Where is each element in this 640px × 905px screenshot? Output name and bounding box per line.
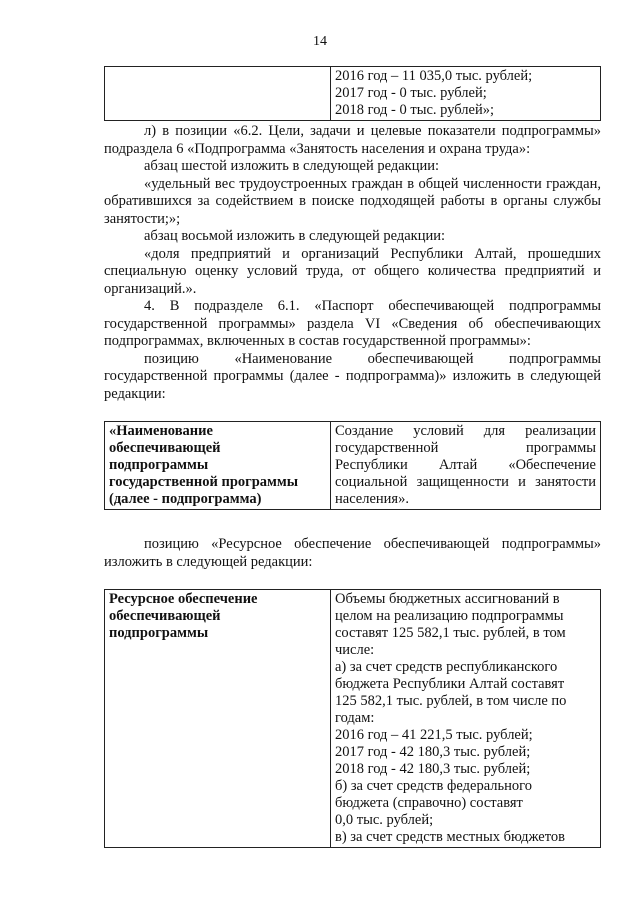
top-table: [104, 66, 601, 121]
top-table-right-cell: [331, 67, 601, 121]
resources-table-right-line: годам:: [335, 710, 375, 726]
name-table-left-cell: [105, 422, 331, 510]
name-table-right-line: Республики Алтай «Обеспечение: [335, 457, 596, 473]
page-number: 14: [313, 34, 327, 49]
name-table-right-line: Создание условий для реализации: [335, 423, 596, 439]
name-table-left-line: государственной программы: [109, 474, 299, 490]
resources-table-right-line: бюджета (справочно) составят: [335, 795, 523, 811]
resources-table-right-line: Объемы бюджетных ассигнований в: [335, 591, 560, 607]
resources-table-left-line: обеспечивающей: [109, 608, 221, 624]
resources-table-right-line: числе:: [335, 642, 375, 658]
name-table-left-line: подпрограммы: [109, 457, 209, 473]
name-table-right-line: государственной программы: [335, 440, 596, 456]
resources-table-right-line: 2017 год - 42 180,3 тыс. рублей;: [335, 744, 531, 760]
resources-table-right-cell: [331, 590, 601, 848]
resources-table-right-line: 0,0 тыс. рублей;: [335, 812, 434, 828]
name-table-right-line: населения».: [335, 491, 409, 507]
name-table-left-line: «Наименование: [109, 423, 213, 439]
paragraph-section4: 4. В подразделе 6.1. «Паспорт обеспечивающей подпрограммы государственной программы» раздела VI «Сведения об обеспечивающих подпрограммах, включенных в состав государственной программы»:: [104, 298, 601, 349]
paragraph-para8: абзац восьмой изложить в следующей редакции:: [144, 228, 446, 244]
resources-table-left-line: подпрограммы: [109, 625, 209, 641]
name-table: [104, 421, 601, 510]
top-table-left-cell: [105, 67, 331, 121]
table-row: [105, 422, 601, 510]
resources-table-right-line: бюджета Республики Алтай составят: [335, 676, 565, 692]
top-table-line: 2018 год - 0 тыс. рублей»;: [335, 102, 494, 118]
paragraph-quote2: «доля предприятий и организаций Республики Алтай, прошедших специальную оценку условий труда, от общего количества предприятий и организаций.».: [104, 245, 601, 297]
name-table-left-line: (далее - подпрограмма): [109, 491, 262, 507]
name-table-left-line: обеспечивающей: [109, 440, 221, 456]
paragraph-position-resources: позицию «Ресурсное обеспечение обеспечивающей подпрограммы» изложить в следующей редакции:: [104, 536, 601, 570]
paragraph-position-name: позицию «Наименование обеспечивающей подпрограммы государственной программы (далее - подпрограмма)» изложить в следующей редакции:: [104, 350, 601, 402]
resources-table-right-line: составят 125 582,1 тыс. рублей, в том: [335, 625, 566, 641]
resources-table-left-cell: [105, 590, 331, 848]
resources-table-right-line: в) за счет средств местных бюджетов: [335, 829, 565, 845]
top-table-line: 2017 год - 0 тыс. рублей;: [335, 85, 487, 101]
resources-table-left-line: Ресурсное обеспечение: [109, 591, 258, 607]
resources-table-right-line: б) за счет средств федерального: [335, 778, 532, 794]
resources-table-right-line: целом на реализацию подпрограммы: [335, 608, 564, 624]
name-table-right-cell: [331, 422, 601, 510]
paragraph-l: л) в позиции «6.2. Цели, задачи и целевые показатели подпрограммы» подраздела 6 «Подпрограмма «Занятость населения и охрана труда»:: [104, 123, 601, 157]
resources-table-right-line: 125 582,1 тыс. рублей, в том числе по: [335, 693, 567, 709]
resources-table-right-line: а) за счет средств республиканского: [335, 659, 558, 675]
paragraph-para6: абзац шестой изложить в следующей редакции:: [144, 158, 439, 174]
table-row: [105, 590, 601, 848]
document-body: [104, 66, 601, 848]
paragraph-quote1: «удельный вес трудоустроенных граждан в общей численности граждан, обратившихся за содействием в поиске подходящей работы в органы службы занятости;»;: [104, 175, 601, 227]
resources-table-right-line: 2016 год – 41 221,5 тыс. рублей;: [335, 727, 533, 743]
name-table-right-line: социальной защищенности и занятости: [335, 474, 596, 490]
resources-table-right-line: 2018 год - 42 180,3 тыс. рублей;: [335, 761, 531, 777]
top-table-line: 2016 год – 11 035,0 тыс. рублей;: [335, 68, 533, 84]
resources-table: [104, 589, 601, 848]
table-row: [105, 67, 601, 121]
